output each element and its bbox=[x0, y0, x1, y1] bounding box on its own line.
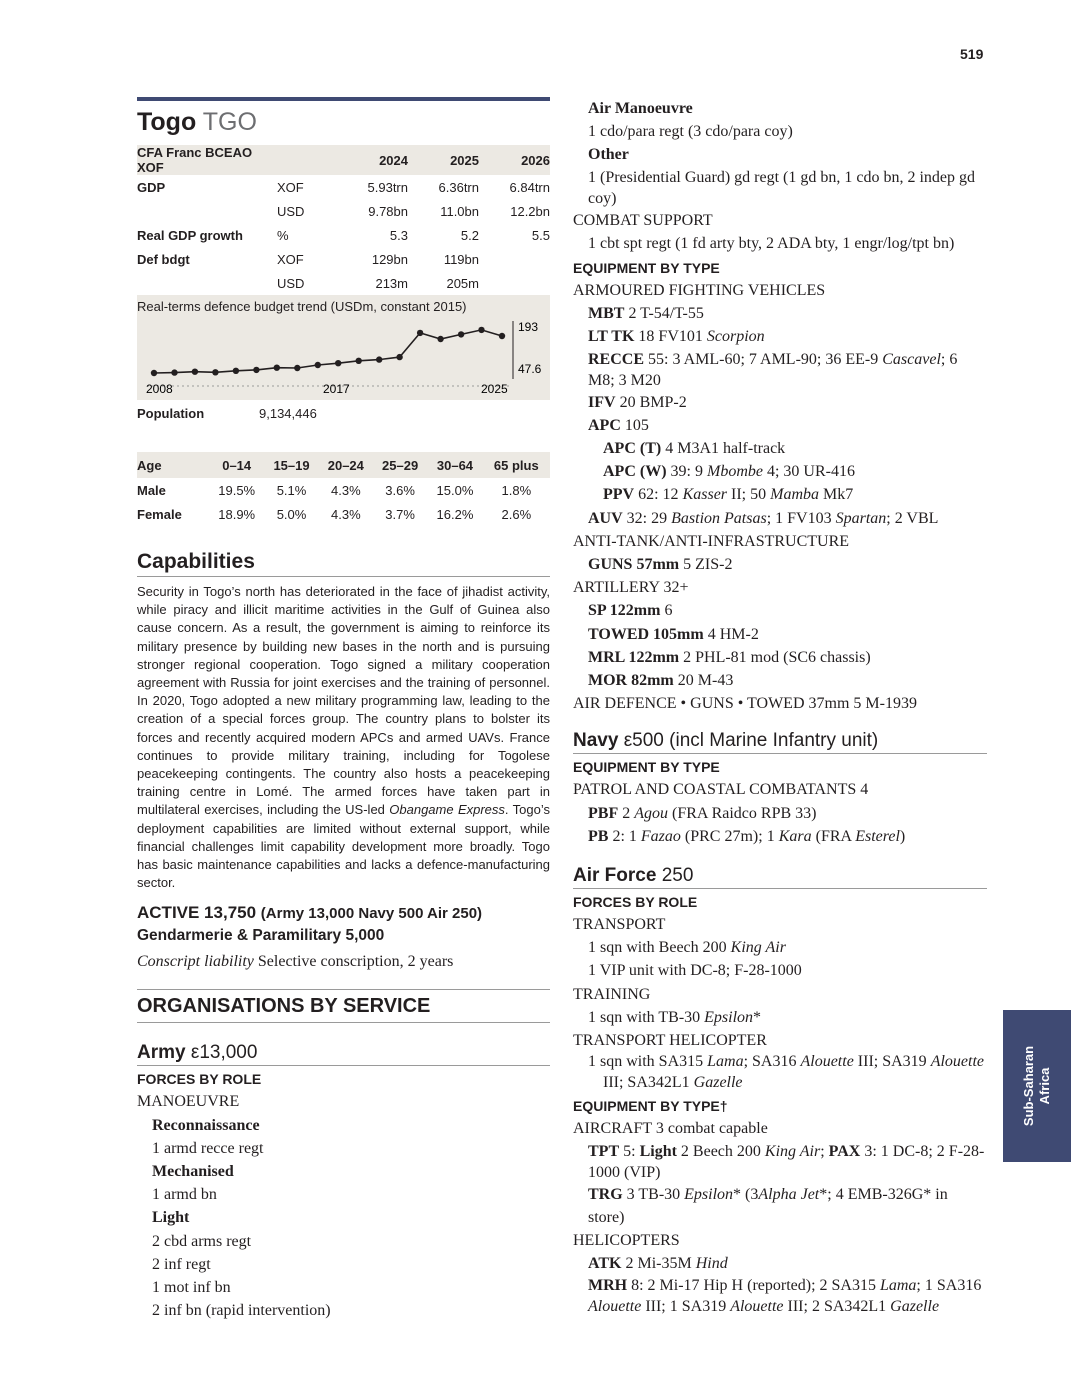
list-item: 1 armd bn bbox=[152, 1186, 217, 1204]
artillery-heading: ARTILLERY 32+ bbox=[573, 579, 689, 597]
data-point bbox=[315, 362, 321, 368]
econ-year: 2025 bbox=[408, 145, 479, 175]
equip-item: APC (T) 4 M3A1 half-track bbox=[603, 440, 786, 458]
trend-line-chart bbox=[137, 295, 550, 400]
country-name: Togo bbox=[137, 108, 197, 136]
list-item: 1 VIP unit with DC-8; F-28-1000 bbox=[588, 962, 802, 980]
equip-item: IFV 20 BMP-2 bbox=[588, 393, 687, 411]
title-rule bbox=[137, 97, 550, 101]
age-row-female: Female 18.9% 5.0% 4.3% 3.7% 16.2% 2.6% bbox=[137, 506, 532, 522]
equip-item: TRG 3 TB-30 Epsilon* (3Alpha Jet*; 4 EMB-326G* in store) bbox=[588, 1185, 948, 1226]
econ-row: GDP XOF 5.93trn 6.36trn 6.84trn bbox=[137, 179, 550, 195]
series-line bbox=[151, 327, 505, 377]
section-tab bbox=[1003, 1010, 1071, 1162]
equip-item: MOR 82mm 20 M-43 bbox=[588, 672, 734, 690]
equip-item: AUV 32: 29 Bastion Patsas; 1 FV103 Spartan; 2 VBL bbox=[588, 509, 939, 527]
age-table bbox=[137, 452, 550, 526]
transport-helicopter-heading: TRANSPORT HELICOPTER bbox=[573, 1032, 767, 1050]
country-code: TGO bbox=[202, 108, 257, 136]
equipment-heading: EQUIPMENT BY TYPE bbox=[573, 260, 720, 277]
air-manoeuvre-heading: Air Manoeuvre bbox=[588, 100, 693, 117]
x-tick-label: 2025 bbox=[481, 382, 508, 396]
active-strength: ACTIVE 13,750 (Army 13,000 Navy 500 Air 250) bbox=[137, 903, 483, 923]
population-row bbox=[137, 406, 550, 426]
defence-budget-chart bbox=[137, 295, 550, 400]
aircraft-heading: AIRCRAFT 3 combat capable bbox=[573, 1120, 768, 1138]
right-column bbox=[573, 97, 987, 1317]
helicopters-heading: HELICOPTERS bbox=[573, 1231, 680, 1249]
econ-year: 2026 bbox=[479, 145, 550, 175]
data-point bbox=[437, 336, 443, 342]
data-point bbox=[294, 365, 300, 371]
data-point bbox=[192, 369, 198, 375]
list-item: 1 armd recce regt bbox=[152, 1139, 264, 1157]
equip-item: PPV 62: 12 Kasser II; 50 Mamba Mk7 bbox=[603, 486, 854, 504]
data-point bbox=[253, 367, 259, 373]
econ-header-row bbox=[137, 145, 550, 175]
data-point bbox=[499, 333, 505, 339]
training-heading: TRAINING bbox=[573, 985, 651, 1003]
equip-item: APC 105 bbox=[588, 416, 649, 434]
equip-item: ATK 2 Mi-35M Hind bbox=[588, 1255, 728, 1273]
equip-item: GUNS 57mm 5 ZIS-2 bbox=[588, 556, 733, 574]
equip-item: SP 122mm 6 bbox=[588, 602, 673, 620]
capabilities-text: Security in Togo’s north has deteriorated in the face of jihadist activity, while piracy and illicit maritime activities in the Gulf of Guinea also cause concern. As a result, the government is aiming to reinforce its military presence by building new bases in the north and is pursuing stronger regional cooperation. Togo signed a military cooperation agreement with Russia for joint exercises and the training of personnel. In 2020, Togo adopted a new military programming law, leading to the creation of a special forces group. The country plans to bolster its forces and recently acquired modern APCs and armed UAVs. France continues to provide military training, including for Togolese peacekeeping contingents. The country also hosts a peacekeeping training centre in Lomé. The armed forces have taken part in multilateral exercises, including the US-led Obangame Express. Togo’s deployment capabilities are limited without external support, while financial challenges limit capability development more broadly. Togo has basic maintenance capabilities and lacks a defence-manufacturing sector. bbox=[137, 584, 550, 891]
equip-item: RECCE 55: 3 AML-60; 7 AML-90; 36 EE-9 Cascavel; 6 M8; 3 M20 bbox=[588, 350, 958, 389]
economic-table bbox=[137, 145, 550, 295]
data-point bbox=[335, 360, 341, 366]
equip-item: MRL 122mm 2 PHL-81 mod (SC6 chassis) bbox=[588, 648, 871, 666]
manoeuvre-heading: MANOEUVRE bbox=[137, 1093, 240, 1111]
page-number: 519 bbox=[960, 46, 984, 62]
list-item: 2 cbd arms regt bbox=[152, 1232, 252, 1250]
army-heading: Army ε13,000 bbox=[137, 1042, 550, 1066]
country-title bbox=[137, 106, 550, 139]
population-label: Population bbox=[137, 406, 205, 421]
equip-item: TOWED 105mm 4 HM-2 bbox=[588, 625, 759, 643]
age-row-male: Male 19.5% 5.1% 4.3% 3.6% 15.0% 1.8% bbox=[137, 482, 532, 498]
econ-row: USD 9.78bn 11.0bn 12.2bn bbox=[277, 203, 550, 219]
recon-heading: Reconnaissance bbox=[152, 1116, 260, 1134]
data-point bbox=[458, 331, 464, 337]
min-value-label: 47.6 bbox=[518, 362, 542, 376]
x-tick-label: 2008 bbox=[146, 382, 173, 396]
data-point bbox=[478, 327, 484, 333]
data-point bbox=[356, 358, 362, 364]
left-column bbox=[137, 97, 550, 1322]
equipment-heading: EQUIPMENT BY TYPE† bbox=[573, 1098, 728, 1115]
afv-heading: ARMOURED FIGHTING VEHICLES bbox=[573, 282, 826, 300]
data-point bbox=[233, 368, 239, 374]
equip-item: MRH 8: 2 Mi-17 Hip H (reported); 2 SA315 Lama; 1 SA316 Alouette III; 1 SA319 Alouette III; 2 SA342L1 Gazelle bbox=[588, 1277, 982, 1316]
list-item: 1 sqn with SA315 Lama; SA316 Alouette III; SA319 Alouette III; SA342L1 Gazelle bbox=[588, 1053, 984, 1091]
list-item: 1 cbt spt regt (1 fd arty bty, 2 ADA bty, 1 engr/log/tpt bn) bbox=[588, 234, 955, 252]
data-point bbox=[396, 354, 402, 360]
list-item: 1 cdo/para regt (3 cdo/para coy) bbox=[588, 123, 793, 141]
anti-tank-heading: ANTI-TANK/ANTI-INFRASTRUCTURE bbox=[573, 532, 850, 550]
gendarmerie-strength: Gendarmerie & Paramilitary 5,000 bbox=[137, 927, 385, 945]
age-header-row: Age 0–14 15–19 20–24 25–29 30–64 65 plus bbox=[137, 452, 550, 478]
econ-currency: CFA Franc BCEAO XOF bbox=[137, 145, 277, 175]
equipment-heading: EQUIPMENT BY TYPE bbox=[573, 759, 720, 776]
light-heading: Light bbox=[152, 1209, 190, 1227]
transport-heading: TRANSPORT bbox=[573, 916, 666, 934]
max-value-label: 193 bbox=[518, 320, 539, 334]
chart-title: Real-terms defence budget trend (USDm, constant 2015) bbox=[137, 299, 467, 314]
series-line-path bbox=[154, 330, 502, 373]
list-item: 2 inf bn (rapid intervention) bbox=[152, 1302, 331, 1320]
econ-year: 2024 bbox=[337, 145, 408, 175]
equip-item: APC (W) 39: 9 Mbombe 4; 30 UR-416 bbox=[603, 463, 855, 481]
x-tick-label: 2017 bbox=[323, 382, 350, 396]
data-point bbox=[212, 369, 218, 375]
mech-heading: Mechanised bbox=[152, 1163, 234, 1181]
equip-item: PB 2: 1 Fazao (PRC 27m); 1 Kara (FRA Esterel) bbox=[588, 827, 906, 845]
population-value: 9,134,446 bbox=[259, 406, 317, 421]
list-item: 2 inf regt bbox=[152, 1255, 211, 1273]
data-point bbox=[171, 369, 177, 375]
econ-row: USD 213m 205m bbox=[277, 275, 479, 291]
list-item: 1 sqn with Beech 200 King Air bbox=[588, 939, 786, 957]
air-force-heading: Air Force 250 bbox=[573, 865, 987, 889]
data-point bbox=[151, 370, 157, 376]
data-point bbox=[417, 330, 423, 336]
capabilities-heading: Capabilities bbox=[137, 550, 550, 577]
section-tab-label: Sub-Saharan Africa bbox=[1021, 1045, 1052, 1127]
air-defence-item: AIR DEFENCE • GUNS • TOWED 37mm 5 M-1939 bbox=[573, 695, 917, 713]
orgs-heading: ORGANISATIONS BY SERVICE bbox=[137, 989, 550, 1023]
equip-item: LT TK 18 FV101 Scorpion bbox=[588, 328, 765, 346]
data-point bbox=[376, 356, 382, 362]
forces-by-role: FORCES BY ROLE bbox=[573, 894, 698, 911]
conscript-liability: Conscript liability Selective conscription, 2 years bbox=[137, 953, 454, 971]
patrol-heading: PATROL AND COASTAL COMBATANTS 4 bbox=[573, 781, 869, 799]
equip-item: TPT 5: Light 2 Beech 200 King Air; PAX 3: 1 DC-8; 2 F-28-1000 (VIP) bbox=[588, 1142, 985, 1181]
list-item: 1 (Presidential Guard) gd regt (1 gd bn, 1 cdo bn, 2 indep gd coy) bbox=[588, 168, 976, 207]
combat-support-heading: COMBAT SUPPORT bbox=[573, 211, 713, 229]
equip-item: PBF 2 Agou (FRA Raidco RPB 33) bbox=[588, 804, 817, 822]
data-point bbox=[274, 365, 280, 371]
list-item: 1 mot inf bn bbox=[152, 1279, 231, 1297]
forces-by-role: FORCES BY ROLE bbox=[137, 1071, 262, 1088]
other-heading: Other bbox=[588, 146, 629, 164]
list-item: 1 sqn with TB-30 Epsilon* bbox=[588, 1008, 762, 1026]
econ-row: Real GDP growth % 5.3 5.2 5.5 bbox=[137, 227, 550, 243]
econ-row: Def bdgt XOF 129bn 119bn bbox=[137, 251, 479, 267]
equip-item: MBT 2 T-54/T-55 bbox=[588, 305, 704, 323]
navy-heading: Navy ε500 (incl Marine Infantry unit) bbox=[573, 730, 987, 754]
